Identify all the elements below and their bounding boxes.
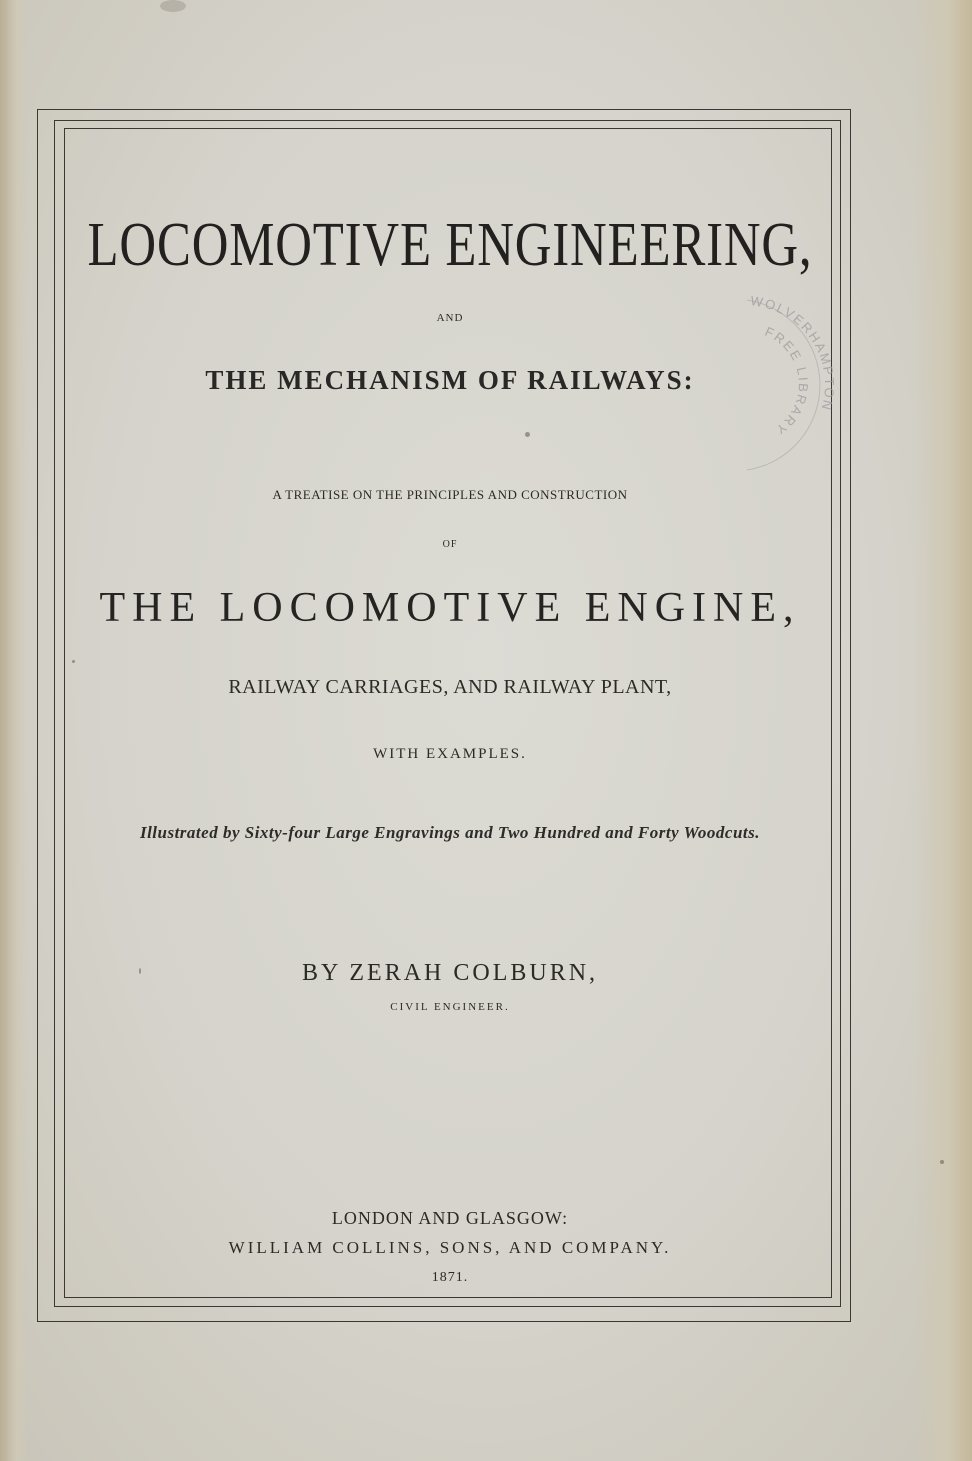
paper-speck bbox=[72, 660, 75, 663]
publication-city: LONDON AND GLASGOW: bbox=[331, 1208, 569, 1228]
paper-speck bbox=[160, 0, 186, 12]
examples-line: WITH EXAMPLES. bbox=[373, 746, 527, 762]
stamp-inner-text: FREE LIBRARY bbox=[762, 323, 812, 439]
book-title: LOCOMOTIVE ENGINEERING, bbox=[87, 211, 813, 279]
engine-line: THE LOCOMOTIVE ENGINE, bbox=[99, 585, 801, 631]
author-line: BY ZERAH COLBURN, bbox=[301, 960, 599, 986]
publication-year: 1871. bbox=[431, 1270, 469, 1285]
page-edge-right bbox=[912, 0, 972, 1461]
stamp-outer-text: WOLVERHAMPTON bbox=[749, 292, 838, 414]
of-line: OF bbox=[442, 539, 458, 550]
paper-speck bbox=[940, 1160, 944, 1164]
border-frame-inner bbox=[64, 128, 832, 1298]
treatise-line: A TREATISE ON THE PRINCIPLES AND CONSTRUCTION bbox=[272, 487, 628, 502]
author-profession: CIVIL ENGINEER. bbox=[390, 1001, 510, 1013]
paper-speck bbox=[139, 968, 141, 974]
carriages-line: RAILWAY CARRIAGES, AND RAILWAY PLANT, bbox=[228, 676, 672, 698]
publisher-name: WILLIAM COLLINS, SONS, AND COMPANY. bbox=[228, 1238, 672, 1257]
illustrated-line: Illustrated by Sixty-four Large Engravings and Two Hundred and Forty Woodcuts. bbox=[139, 823, 761, 842]
book-subtitle: THE MECHANISM OF RAILWAYS: bbox=[205, 365, 695, 395]
title-conjunction: AND bbox=[436, 312, 464, 324]
paper-speck bbox=[525, 432, 530, 437]
